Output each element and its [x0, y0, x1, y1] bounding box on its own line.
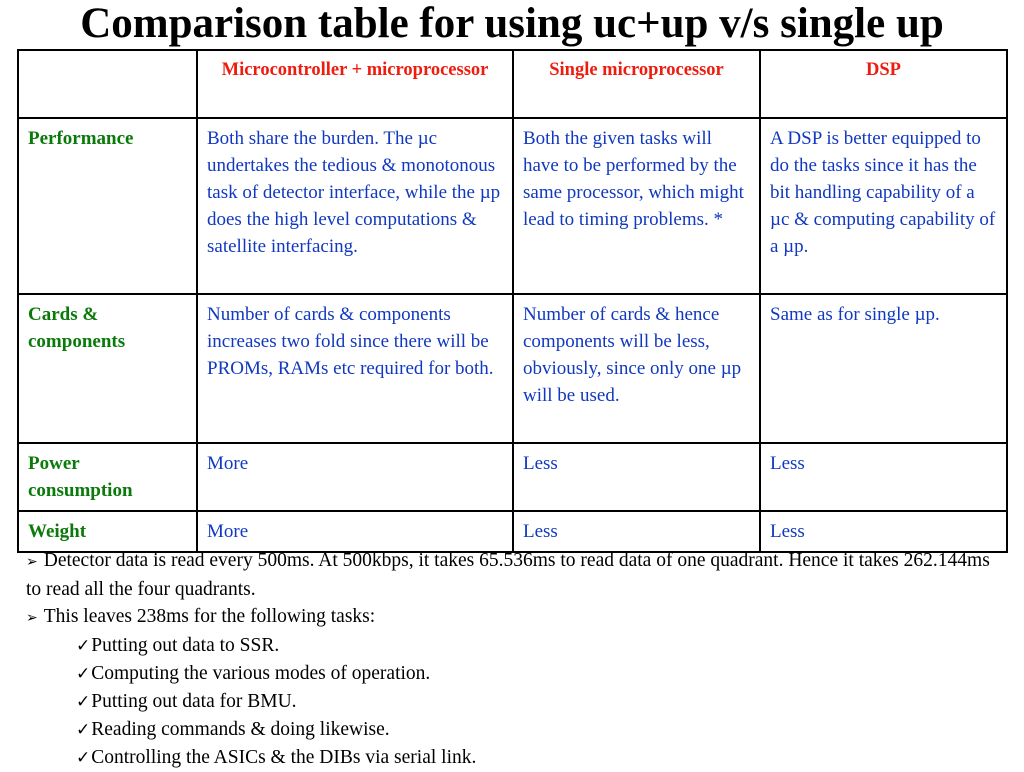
table-cell: More	[197, 443, 513, 511]
table-cell: Both the given tasks will have to be performed by the same processor, which might lead to timing problems. *	[513, 118, 760, 294]
note-text: Detector data is read every 500ms. At 500kbps, it takes 65.536ms to read data of one quadrant. Hence it takes 262.144ms to read all the four quadrants.	[26, 550, 990, 600]
table-row	[18, 443, 1007, 511]
header-cell-dsp: DSP	[760, 50, 1007, 118]
checkmark-icon: ✓	[76, 664, 91, 684]
table-cell: Number of cards & components increases two fold since there will be PROMs, RAMs etc required for both.	[197, 294, 513, 443]
notes-section	[26, 547, 1001, 772]
checkmark-icon: ✓	[76, 748, 91, 768]
checkmark-icon: ✓	[76, 636, 91, 656]
comparison-table	[17, 49, 1008, 553]
row-label-cards: Cards & components	[18, 294, 197, 443]
row-label-power: Power consumption	[18, 443, 197, 511]
table-row	[18, 118, 1007, 294]
note-bullet	[26, 603, 1001, 632]
table-cell: Less	[513, 511, 760, 552]
task-item	[26, 632, 1001, 660]
task-text: Putting out data for BMU.	[91, 691, 297, 712]
task-text: Reading commands & doing likewise.	[91, 719, 390, 740]
table-row	[18, 294, 1007, 443]
table-cell: Less	[513, 443, 760, 511]
row-label-weight: Weight	[18, 511, 197, 552]
task-item	[26, 716, 1001, 744]
header-cell-single-up: Single microprocessor	[513, 50, 760, 118]
note-text: This leaves 238ms for the following tasks:	[43, 606, 376, 627]
arrow-bullet-icon: ➢	[26, 554, 38, 570]
task-item	[26, 660, 1001, 688]
table-row	[18, 511, 1007, 552]
table-cell: Less	[760, 511, 1007, 552]
row-label-performance: Performance	[18, 118, 197, 294]
header-cell-uc-up: Microcontroller + microprocessor	[197, 50, 513, 118]
task-item	[26, 688, 1001, 716]
arrow-bullet-icon: ➢	[26, 610, 38, 626]
table-cell: Less	[760, 443, 1007, 511]
table-cell: A DSP is better equipped to do the tasks since it has the bit handling capability of a µc & computing capability of a µp.	[760, 118, 1007, 294]
checkmark-icon: ✓	[76, 720, 91, 740]
table-cell: Number of cards & hence components will be less, obviously, since only one µp will be used.	[513, 294, 760, 443]
checkmark-icon: ✓	[76, 692, 91, 712]
table-header-row	[18, 50, 1007, 118]
task-text: Computing the various modes of operation.	[91, 663, 431, 684]
task-text: Putting out data to SSR.	[91, 635, 280, 656]
note-bullet	[26, 547, 1001, 603]
table-cell: Both share the burden. The µc undertakes the tedious & monotonous task of detector interface, while the µp does the high level computations & satellite interfacing.	[197, 118, 513, 294]
task-text: Controlling the ASICs & the DIBs via serial link.	[91, 747, 477, 768]
table-cell: Same as for single µp.	[760, 294, 1007, 443]
table-cell: More	[197, 511, 513, 552]
page-title: Comparison table for using uc+up v/s single up	[80, 0, 944, 47]
header-cell-empty	[18, 50, 197, 118]
